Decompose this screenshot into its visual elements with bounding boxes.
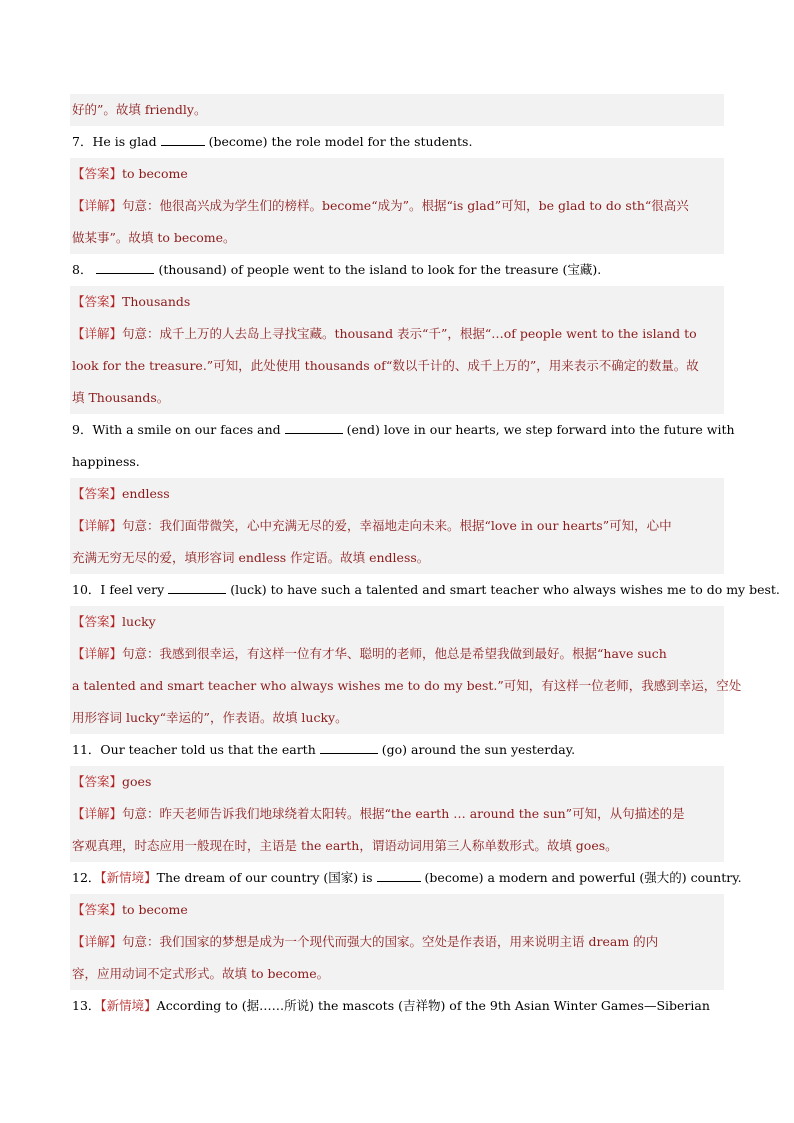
answer-blank	[96, 261, 154, 274]
question-10: 10．I feel very (luck) to have such a talented and smart teacher who always wishes me to do my best.	[72, 582, 780, 597]
explanation-line: 好的”。故填 friendly。	[70, 94, 724, 126]
answer-line: 【答案】to become	[70, 158, 724, 190]
explanation-line: a talented and smart teacher who always wishes me to do my best.”可知，有这样一位老师，我感到幸运，空处	[70, 670, 724, 702]
explanation-line: look for the treasure.”可知，此处使用 thousands of“数以千计的、成千上万的”，用来表示不确定的数量。故	[70, 350, 724, 382]
question-9-continued: happiness.	[72, 454, 140, 469]
explanation-line: 【详解】句意：我感到很幸运，有这样一位有才华、聪明的老师，他总是希望我做到最好。根据“have such	[70, 638, 724, 670]
question-list	[70, 94, 780, 1022]
question-7: 7．He is glad (become) the role model for the students.	[72, 134, 473, 149]
question-8: 8． (thousand) of people went to the island to look for the treasure (宝藏).	[72, 262, 602, 277]
question-9: 9．With a smile on our faces and (end) love in our hearts, we step forward into the future with	[72, 422, 735, 437]
explanation-line: 【详解】句意：我们面带微笑，心中充满无尽的爱，幸福地走向未来。根据“love in our hearts”可知，心中	[70, 510, 724, 542]
answer-line: 【答案】endless	[70, 478, 724, 510]
answer-blank	[285, 421, 343, 434]
explanation-line: 【详解】句意：他很高兴成为学生们的榜样。become“成为”。根据“is glad”可知，be glad to do sth“很高兴	[70, 190, 724, 222]
explanation-line: 【详解】句意：昨天老师告诉我们地球绕着太阳转。根据“the earth … around the sun”可知，从句描述的是	[70, 798, 724, 830]
answer-blank	[168, 581, 226, 594]
explanation-line: 填 Thousands。	[70, 382, 724, 414]
answer-blank	[320, 741, 378, 754]
explanation-line: 充满无穷无尽的爱，填形容词 endless 作定语。故填 endless。	[70, 542, 724, 574]
question-12: 12．【新情境】The dream of our country (国家) is (become) a modern and powerful (强大的) country.	[72, 870, 742, 885]
answer-line: 【答案】lucky	[70, 606, 724, 638]
question-13: 13．【新情境】According to (据……所说) the mascots (吉祥物) of the 9th Asian Winter Games—Siberian	[72, 998, 710, 1013]
answer-line: 【答案】goes	[70, 766, 724, 798]
explanation-line: 【详解】句意：成千上万的人去岛上寻找宝藏。thousand 表示“千”，根据“…of people went to the island to	[70, 318, 724, 350]
explanation-line: 容，应用动词不定式形式。故填 to become。	[70, 958, 724, 990]
answer-line: 【答案】Thousands	[70, 286, 724, 318]
question-11: 11．Our teacher told us that the earth (go) around the sun yesterday.	[72, 742, 576, 757]
explanation-line: 用形容词 lucky“幸运的”，作表语。故填 lucky。	[70, 702, 724, 734]
explanation-line: 客观真理，时态应用一般现在时，主语是 the earth，谓语动词用第三人称单数形式。故填 goes。	[70, 830, 724, 862]
answer-line: 【答案】to become	[70, 894, 724, 926]
explanation-line: 【详解】句意：我们国家的梦想是成为一个现代而强大的国家。空处是作表语，用来说明主语 dream 的内	[70, 926, 724, 958]
explanation-line: 做某事”。故填 to become。	[70, 222, 724, 254]
answer-blank	[161, 133, 205, 146]
answer-blank	[377, 869, 421, 882]
